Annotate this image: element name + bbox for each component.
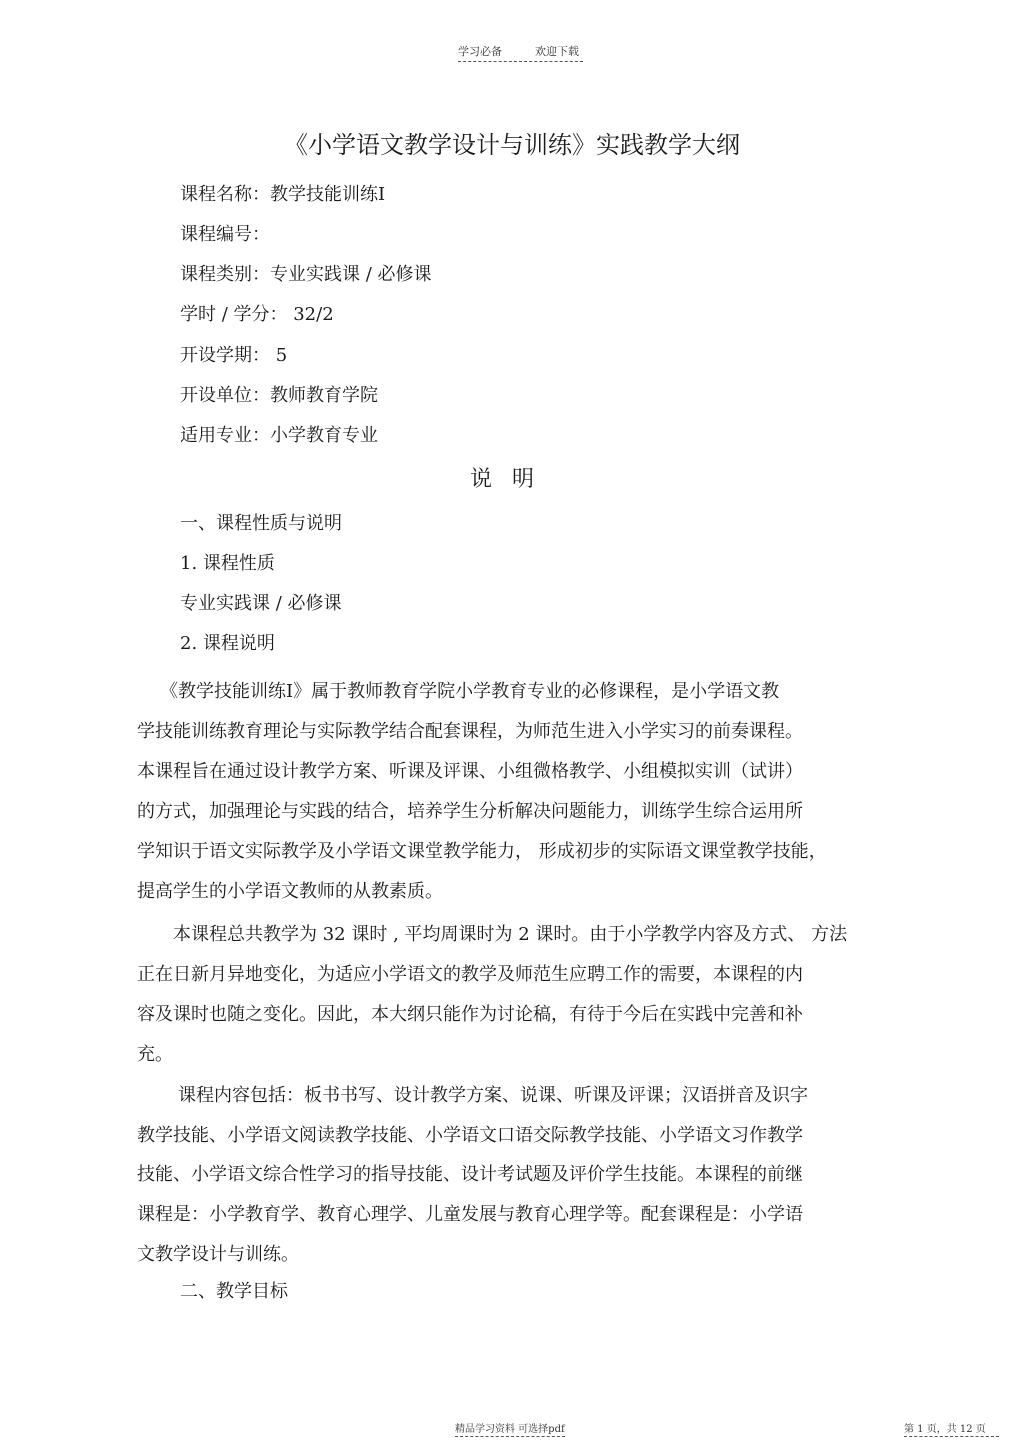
paragraph-line: 课程内容包括：板书书写、设计教学方案、说课、听课及评课；汉语拼音及识字 <box>178 1085 808 1106</box>
subsection-item-text: 专业实践课 / 必修课 <box>180 593 342 614</box>
paragraph-line: 学技能训练教育理论与实际教学结合配套课程，为师范生进入小学实习的前奏课程。 <box>137 721 803 742</box>
footer-right-divider <box>904 1436 999 1437</box>
footer-page-number: 第 1 页，共 12 页 <box>904 1424 986 1435</box>
footer-left-text: 精品学习资料 可选择pdf <box>455 1424 565 1435</box>
paragraph-line: 技能、小学语文综合性学习的指导技能、设计考试题及评价学生技能。本课程的前继 <box>137 1164 803 1185</box>
footer-left-divider <box>455 1436 565 1437</box>
meta-major: 适用专业：小学教育专业 <box>180 425 378 446</box>
paragraph-line: 正在日新月异地变化，为适应小学语文的教学及师范生应聘工作的需要，本课程的内 <box>137 964 803 985</box>
subsection-item-heading: 2. 课程说明 <box>180 633 275 654</box>
subsection-heading: 二、教学目标 <box>180 1281 288 1302</box>
paragraph-line: 学知识于语文实际教学及小学语文课堂教学能力， 形成初步的实际语文课堂教学技能， <box>137 841 827 862</box>
paragraph-line: 课程是：小学教育学、教育心理学、儿童发展与教育心理学等。配套课程是：小学语 <box>137 1204 803 1225</box>
header-left-text: 学习必备 <box>458 45 502 58</box>
meta-course-type: 课程类别：专业实践课 / 必修课 <box>180 264 432 285</box>
meta-course-code: 课程编号： <box>180 224 270 245</box>
paragraph-line: 的方式，加强理论与实践的结合，培养学生分析解决问题能力，训练学生综合运用所 <box>137 801 803 822</box>
meta-department: 开设单位：教师教育学院 <box>180 385 378 406</box>
header-right-text: 欢迎下载 <box>535 45 579 58</box>
paragraph-line: 本课程旨在通过设计教学方案、听课及评课、小组微格教学、小组模拟实训（试讲） <box>137 761 803 782</box>
meta-course-name: 课程名称：教学技能训练Ⅰ <box>180 184 386 205</box>
document-title: 《小学语文教学设计与训练》实践教学大纲 <box>284 131 740 159</box>
paragraph-line: 提高学生的小学语文教师的从教素质。 <box>137 881 443 902</box>
paragraph-line: 文教学设计与训练。 <box>137 1244 299 1265</box>
paragraph-line: 《教学技能训练Ⅰ》属于教师教育学院小学教育专业的必修课程，是小学语文教 <box>160 681 780 702</box>
meta-hours-credits: 学时 / 学分： 32/2 <box>180 304 334 325</box>
header-divider <box>458 61 583 62</box>
subsection-item-heading: 1. 课程性质 <box>180 553 275 574</box>
paragraph-line: 容及课时也随之变化。因此，本大纲只能作为讨论稿，有待于今后在实践中完善和补 <box>137 1004 803 1025</box>
subsection-heading: 一、课程性质与说明 <box>180 513 342 534</box>
meta-semester: 开设学期： 5 <box>180 345 288 366</box>
section-title: 说明 <box>469 467 554 492</box>
paragraph-line: 教学技能、小学语文阅读教学技能、小学语文口语交际教学技能、小学语文习作教学 <box>137 1125 803 1146</box>
paragraph-line: 本课程总共教学为 32 课时 , 平均周课时为 2 课时。由于小学教学内容及方式、 方法 <box>173 924 848 945</box>
paragraph-line: 充。 <box>137 1044 173 1065</box>
